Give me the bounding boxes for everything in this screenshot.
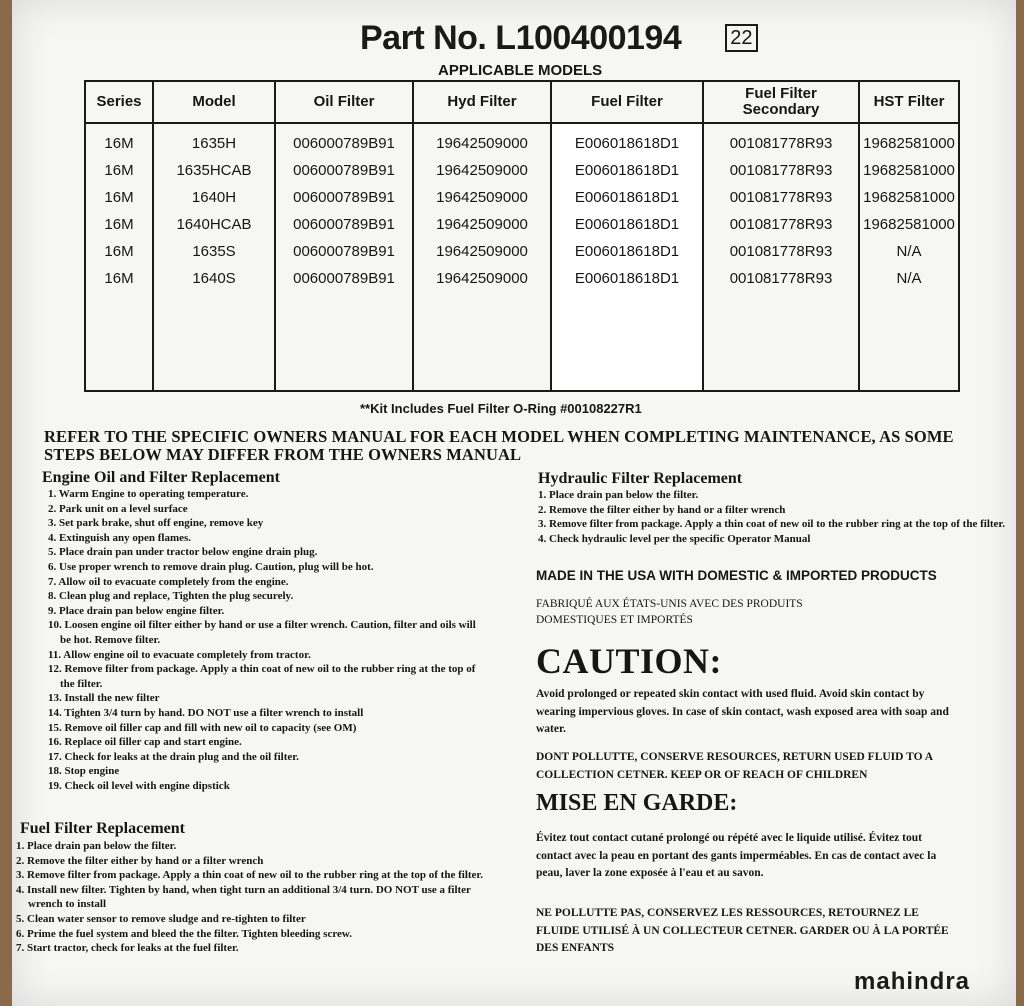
made-in-usa-statement: MADE IN THE USA WITH DOMESTIC & IMPORTED PRODUCTS (536, 568, 937, 583)
column-header-fuel-filter: Fuel Filter (551, 81, 703, 123)
hydraulic-filter-heading: Hydraulic Filter Replacement (538, 470, 743, 487)
table-cell: 19642509000 (436, 270, 528, 287)
model-column (153, 123, 275, 391)
mise-en-garde-heading: MISE EN GARDE: (536, 790, 738, 816)
column-header-fuel-filter-secondary: Fuel Filter Secondary (703, 81, 859, 123)
list-item: 2. Remove the filter either by hand or a filter wrench (538, 503, 786, 516)
list-item: 14. Tighten 3/4 turn by hand. DO NOT use a filter wrench to install (48, 706, 364, 719)
table-cell: 16M (104, 189, 134, 206)
mise-en-garde-pollution-notice: NE POLLUTTE PAS, CONSERVEZ LES RESSOURCES, RETOURNEZ LE FLUIDE UTILISÉ À UN COLLECTEUR CETNER. GARDER OU À LA PORTÉE DES ENFANTS (536, 907, 949, 954)
list-item: 19. Check oil level with engine dipstick (48, 779, 230, 792)
table-cell: 16M (104, 243, 134, 260)
table-cell: 001081778R93 (729, 189, 833, 206)
list-item: 10. Loosen engine oil filter either by hand or use a filter wrench. Caution, filter and oils will be hot. Remove filter. (48, 619, 476, 646)
table-cell: N/A (896, 243, 922, 260)
column-header-hst-filter: HST Filter (859, 81, 959, 123)
title-row (360, 16, 758, 60)
table-body-row (85, 123, 959, 391)
part-number-title: Part No. L100400194 (360, 18, 682, 57)
list-item: 12. Remove filter from package. Apply a thin coat of new oil to the rubber ring at the top of the filter. (48, 663, 476, 690)
table-cell: 001081778R93 (729, 162, 833, 179)
list-item: 15. Remove oil filler cap and fill with new oil to capacity (see OM) (48, 721, 357, 734)
column-header-oil-filter: Oil Filter (275, 81, 413, 123)
table-cell: 006000789B91 (293, 270, 395, 287)
table-cell: E006018618D1 (574, 270, 680, 287)
applicable-models-table (84, 80, 960, 392)
fuel-filter-heading: Fuel Filter Replacement (20, 820, 185, 837)
table-cell: E006018618D1 (574, 135, 680, 152)
table-cell: 006000789B91 (293, 189, 395, 206)
column-header-hyd-filter: Hyd Filter (413, 81, 551, 123)
caution-pollution-notice: DONT POLLUTTE, CONSERVE RESOURCES, RETURN USED FLUID TO A COLLECTION CETNER. KEEP OR OF REACH OF CHILDREN (536, 751, 933, 781)
oil-filter-column (275, 123, 413, 391)
table-cell: 001081778R93 (729, 135, 833, 152)
mise-en-garde-text: Évitez tout contact cutané prolongé ou répété avec le liquide utilisé. Évitez tout contact avec la peau en portant des gants imperméables. En cas de contact avec la peau, laver la zone exposée à l'eau et au savon. (536, 832, 937, 879)
table-cell: E006018618D1 (574, 189, 680, 206)
table-cell: 006000789B91 (293, 135, 395, 152)
list-item: 3. Set park brake, shut off engine, remove key (48, 517, 264, 530)
list-item: 9. Place drain pan below engine filter. (48, 604, 225, 617)
table-cell: 1640HCAB (176, 216, 252, 233)
list-item: 8. Clean plug and replace, Tighten the plug securely. (48, 590, 294, 603)
table-cell: E006018618D1 (574, 162, 680, 179)
kit-note: **Kit Includes Fuel Filter O-Ring #00108227R1 (360, 401, 642, 416)
list-item: 11. Allow engine oil to evacuate completely from tractor. (48, 648, 311, 661)
list-item: 18. Stop engine (48, 765, 120, 778)
fuel-filter-steps (14, 839, 504, 956)
table-cell: 001081778R93 (729, 216, 833, 233)
column-header-series: Series (85, 81, 153, 123)
table-cell: 1635H (191, 135, 237, 152)
list-item: 3. Remove filter from package. Apply a thin coat of new oil to the rubber ring at the top of the filter. (16, 869, 484, 882)
table-cell: 19642509000 (436, 135, 528, 152)
caution-text: Avoid prolonged or repeated skin contact with used fluid. Avoid skin contact by wearing impervious gloves. In case of skin contact, wash exposed area with soap and water. (536, 688, 949, 735)
hyd-filter-column (413, 123, 551, 391)
table-header-row (85, 81, 959, 123)
list-item: 4. Extinguish any open flames. (48, 531, 192, 544)
table-cell: 001081778R93 (729, 270, 833, 287)
list-item: 16. Replace oil filler cap and start engine. (48, 736, 242, 749)
list-item: 5. Place drain pan under tractor below engine drain plug. (48, 546, 318, 559)
table-cell: 006000789B91 (293, 243, 395, 260)
applicable-models-heading: APPLICABLE MODELS (438, 62, 603, 79)
hydraulic-filter-steps (536, 488, 1006, 546)
table-cell: 16M (104, 162, 134, 179)
table-cell: 006000789B91 (293, 162, 395, 179)
table-cell: 19682581000 (863, 189, 955, 206)
table-cell: 001081778R93 (729, 243, 833, 260)
table-cell: E006018618D1 (574, 216, 680, 233)
list-item: 1. Place drain pan below the filter. (16, 840, 177, 852)
table-cell: 19682581000 (863, 216, 955, 233)
table-cell: 006000789B91 (293, 216, 395, 233)
table-cell: N/A (896, 270, 922, 287)
table-cell: 1640S (192, 270, 236, 287)
list-item: 4. Check hydraulic level per the specific Operator Manual (538, 532, 811, 545)
table-cell: 1640H (191, 189, 237, 206)
list-item: 2. Remove the filter either by hand or a filter wrench (16, 854, 264, 867)
list-item: 13. Install the new filter (48, 692, 160, 705)
list-item: 7. Start tractor, check for leaks at the fuel filter. (16, 942, 239, 955)
list-item: 6. Prime the fuel system and bleed the the filter. Tighten bleeding screw. (16, 927, 352, 940)
table-cell: 19642509000 (436, 216, 528, 233)
hst-filter-column (859, 123, 959, 391)
engine-oil-heading: Engine Oil and Filter Replacement (42, 469, 280, 486)
table-cell: 19682581000 (863, 135, 955, 152)
owners-manual-notice: REFER TO THE SPECIFIC OWNERS MANUAL FOR EACH MODEL WHEN COMPLETING MAINTENANCE, AS SOME STEPS BELOW MAY DIFFER FROM THE OWNERS MANUAL (44, 427, 954, 464)
list-item: 1. Place drain pan below the filter. (538, 489, 699, 501)
engine-oil-steps (46, 487, 486, 793)
table-cell: 16M (104, 135, 134, 152)
revision-badge: 22 (725, 24, 757, 52)
mahindra-logo: mahindra (854, 968, 971, 995)
table-cell: E006018618D1 (574, 243, 680, 260)
list-item: 17. Check for leaks at the drain plug and the oil filter. (48, 750, 299, 763)
list-item: 3. Remove filter from package. Apply a thin coat of new oil to the rubber ring at the top of the filter. (538, 518, 1006, 531)
caution-heading: CAUTION: (536, 641, 723, 681)
list-item: 7. Allow oil to evacuate completely from the engine. (48, 575, 289, 588)
made-in-usa-french: FABRIQUÉ AUX ÉTATS-UNIS AVEC DES PRODUITS DOMESTIQUES ET IMPORTÉS (536, 598, 803, 626)
column-header-model: Model (153, 81, 275, 123)
table-cell: 19682581000 (863, 162, 955, 179)
fuel-filter-column (551, 123, 703, 391)
table-cell: 1635HCAB (176, 162, 252, 179)
table-cell: 16M (104, 270, 134, 287)
list-item: 6. Use proper wrench to remove drain plug. Caution, plug will be hot. (48, 560, 374, 573)
table-cell: 19642509000 (436, 162, 528, 179)
list-item: 2. Park unit on a level surface (48, 502, 188, 515)
fuel-filter-secondary-column (703, 123, 859, 391)
table-cell: 1635S (192, 243, 236, 260)
list-item: 4. Install new filter. Tighten by hand, when tight turn an additional 3/4 turn. DO NOT use a filter wrench to install (16, 883, 471, 911)
list-item: 5. Clean water sensor to remove sludge and re-tighten to filter (16, 912, 306, 925)
series-column (85, 123, 153, 391)
table-cell: 19642509000 (436, 189, 528, 206)
list-item: 1. Warm Engine to operating temperature. (48, 488, 249, 500)
table-cell: 16M (104, 216, 134, 233)
table-cell: 19642509000 (436, 243, 528, 260)
